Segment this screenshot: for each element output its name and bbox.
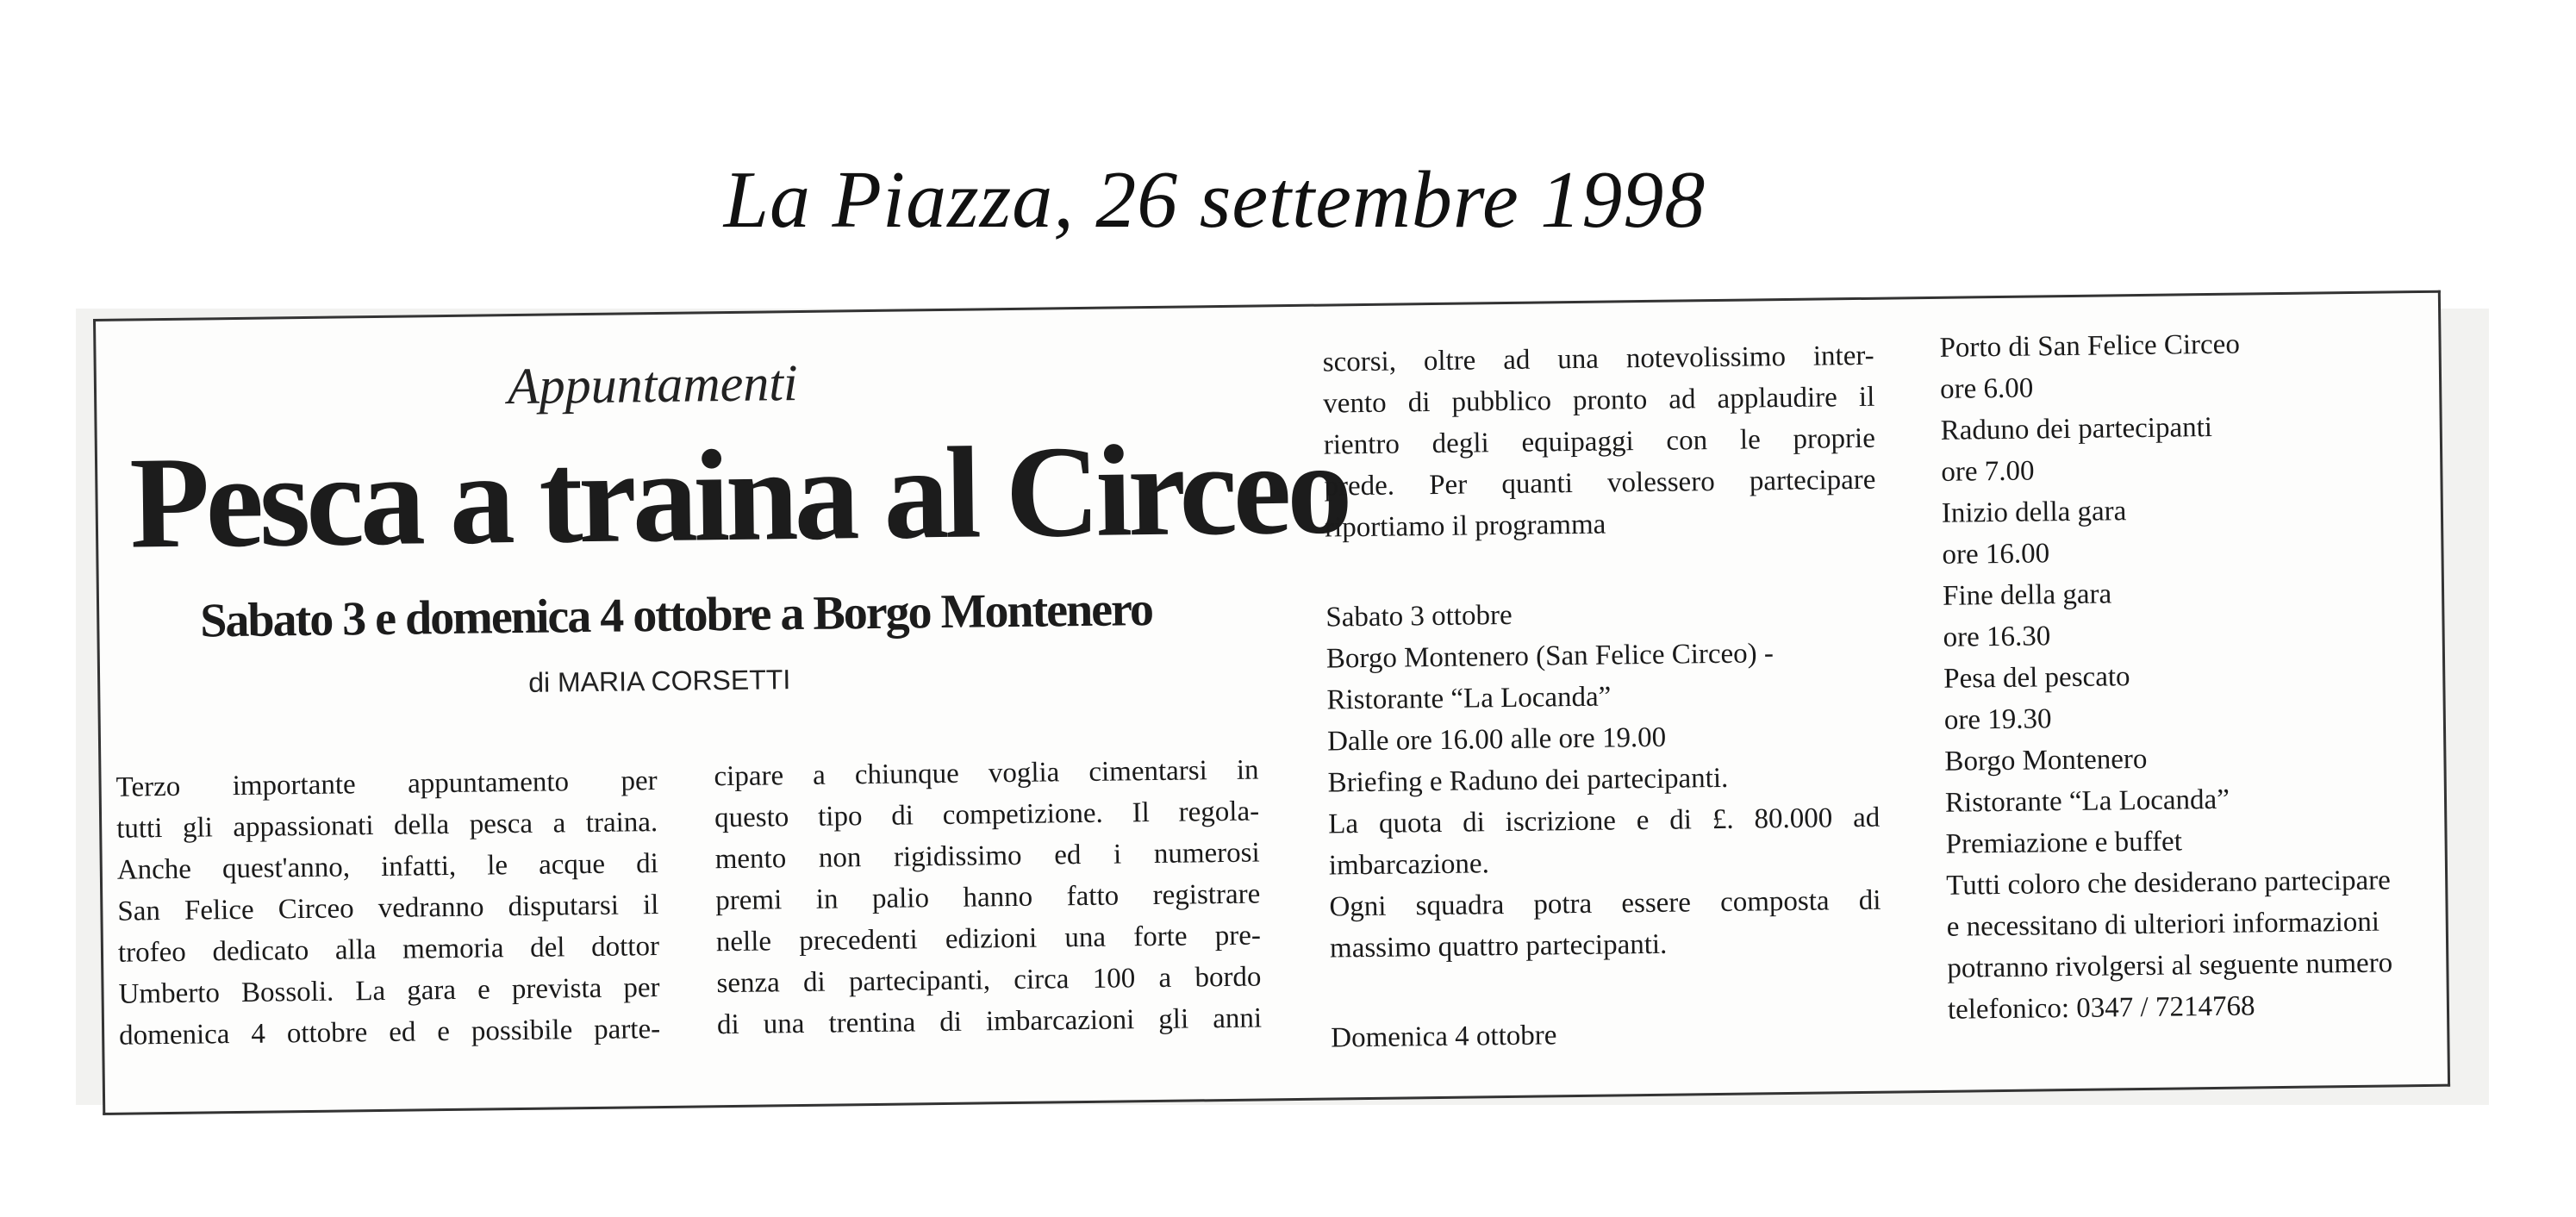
text-line: riportiamo il programma bbox=[1324, 509, 1606, 544]
text-line: Ogni squadra potra essere composta di bbox=[1329, 884, 1881, 923]
text-line: Terzo importante appuntamento per bbox=[115, 765, 658, 803]
text-line: rientro degli equipaggi con le proprie bbox=[1323, 422, 1876, 461]
schedule-time: ore 6.00 bbox=[1939, 372, 2034, 405]
text-line: potranno rivolgersi al seguente numero bbox=[1947, 947, 2393, 984]
text-line: Anche quest'anno, infatti, le acque di bbox=[116, 848, 658, 886]
schedule-item: Inizio della gara bbox=[1941, 496, 2127, 529]
page-title: La Piazza, 26 settembre 1998 bbox=[723, 155, 1706, 245]
schedule-day-heading: Sabato 3 ottobre bbox=[1325, 599, 1513, 633]
text-line: imbarcazione. bbox=[1328, 848, 1490, 882]
article-headline: Pesca a traina al Circeo bbox=[128, 415, 1350, 576]
text-line: massimo quattro partecipanti. bbox=[1329, 928, 1668, 964]
text-line: e necessitano di ulteriori informazioni bbox=[1946, 906, 2380, 943]
schedule-day-heading: Domenica 4 ottobre bbox=[1331, 1020, 1557, 1054]
schedule-time: ore 19.30 bbox=[1943, 703, 2052, 736]
text-line: La quota di iscrizione e di £. 80.000 ad bbox=[1328, 802, 1881, 840]
text-line: tutti gli appassionati della pesca a traina. bbox=[116, 807, 658, 845]
text-line: Borgo Montenero (San Felice Circeo) - bbox=[1325, 638, 1775, 675]
text-line: Tutti coloro che desiderano partecipare bbox=[1945, 864, 2391, 902]
article-byline: di MARIA CORSETTI bbox=[527, 664, 791, 698]
text-line: domenica 4 ottobre ed e possibile parte- bbox=[118, 1014, 661, 1052]
text-line: vento di pubblico pronto ad applaudire il bbox=[1323, 381, 1875, 420]
schedule-item: Borgo Montenero bbox=[1944, 743, 2148, 777]
text-line: questo tipo di competizione. Il regola- bbox=[714, 796, 1260, 834]
schedule-time: ore 16.30 bbox=[1943, 621, 2051, 653]
article-kicker: Appuntamenti bbox=[507, 354, 798, 415]
text-line: premi in palio hanno fatto registrare bbox=[715, 878, 1261, 917]
text-line: Umberto Bossoli. La gara e prevista per bbox=[118, 972, 660, 1010]
text-line: San Felice Circeo vedranno disputarsi il bbox=[117, 889, 659, 927]
schedule-item: Ristorante “La Locanda” bbox=[1944, 783, 2230, 819]
text-line: Briefing e Raduno dei partecipanti. bbox=[1327, 762, 1729, 799]
text-line: prede. Per quanti volessero partecipare bbox=[1324, 464, 1876, 502]
article-column-1 bbox=[115, 760, 660, 1057]
text-line: cipare a chiunque voglia cimentarsi in bbox=[714, 754, 1259, 793]
text-line: scorsi, oltre ad una notevolissimo inter- bbox=[1322, 340, 1874, 378]
paragraph-gap bbox=[1330, 963, 1882, 1018]
article-column-2 bbox=[714, 750, 1262, 1046]
schedule-time: ore 16.00 bbox=[1942, 538, 2050, 571]
paragraph-gap bbox=[1325, 542, 1877, 597]
contact-phone-line: telefonico: 0347 / 7214768 bbox=[1947, 990, 2255, 1026]
text-line: Ristorante “La Locanda” bbox=[1326, 681, 1612, 716]
schedule-item: Porto di San Felice Circeo bbox=[1939, 328, 2241, 364]
text-line: senza di partecipanti, circa 100 a bordo bbox=[716, 961, 1262, 1000]
schedule-item: Pesa del pescato bbox=[1943, 661, 2130, 695]
text-line: Dalle ore 16.00 alle ore 19.00 bbox=[1326, 721, 1667, 758]
text-line: nelle precedenti edizioni una forte pre- bbox=[715, 920, 1262, 958]
article-subheadline: Sabato 3 e domenica 4 ottobre a Borgo Montenero bbox=[199, 583, 1153, 648]
article-column-4 bbox=[1939, 321, 2430, 1031]
clipping-border-top bbox=[93, 290, 2441, 321]
schedule-item: Premiazione e buffet bbox=[1945, 826, 2183, 860]
schedule-item: Raduno dei partecipanti bbox=[1940, 411, 2213, 446]
schedule-item: Fine della gara bbox=[1942, 578, 2112, 612]
article-column-3 bbox=[1322, 335, 1882, 1059]
text-line: mento non rigidissimo ed i numerosi bbox=[714, 837, 1260, 876]
text-line: di una trentina di imbarcazioni gli anni bbox=[716, 1002, 1263, 1041]
newspaper-clipping bbox=[93, 290, 2450, 1115]
text-line: trofeo dedicato alla memoria del dottor bbox=[117, 931, 660, 969]
schedule-time: ore 7.00 bbox=[1941, 455, 2035, 488]
